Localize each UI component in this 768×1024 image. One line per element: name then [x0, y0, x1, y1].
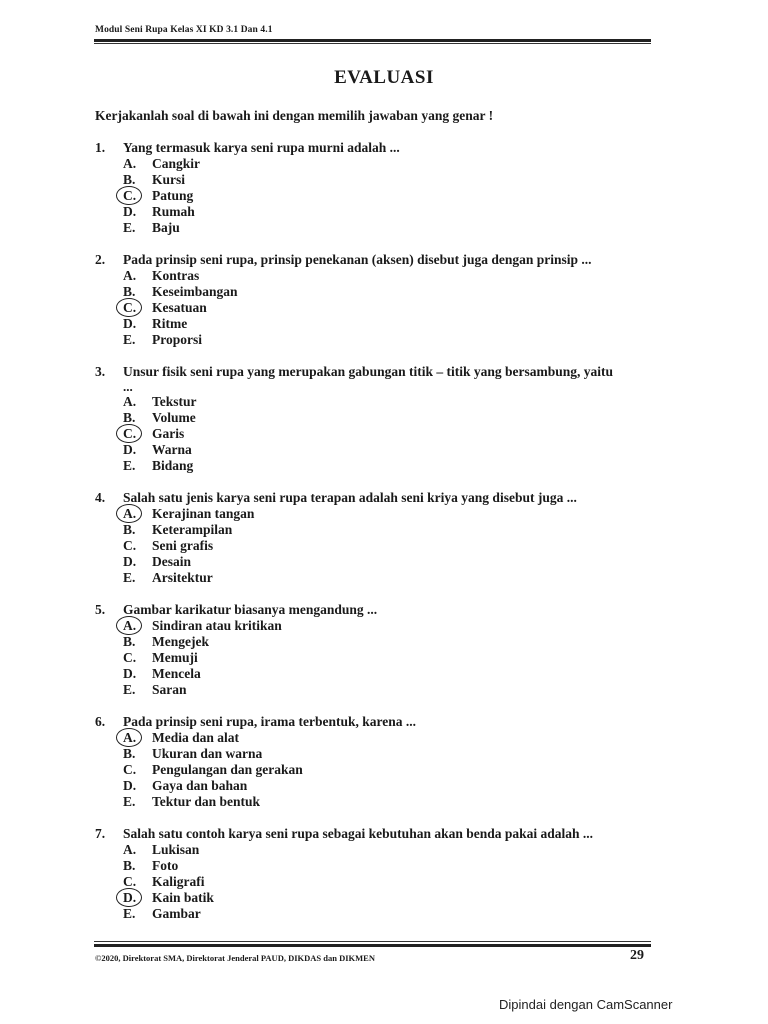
option-letter: [123, 220, 152, 236]
option-text: Tekstur: [152, 394, 197, 409]
answer-option: [123, 332, 655, 348]
answer-option: [123, 730, 655, 746]
answer-option: [123, 682, 655, 698]
option-text: Keterampilan: [152, 522, 233, 537]
option-text: Cangkir: [152, 156, 201, 171]
answer-option: [123, 874, 655, 890]
question-stem: [95, 714, 655, 730]
option-letter: [123, 156, 152, 172]
question-stem: [95, 826, 655, 842]
footer-copyright: ©2020, Direktorat SMA, Direktorat Jenderal PAUD, DIKDAS dan DIKMEN: [95, 953, 375, 963]
answer-option: [123, 554, 655, 570]
answer-option: [123, 172, 655, 188]
question-number: 7.: [95, 826, 106, 841]
answer-option: [123, 890, 655, 906]
option-text: Kursi: [152, 172, 186, 187]
option-text: Baju: [152, 220, 180, 235]
footer-rule-thin: [94, 941, 651, 942]
option-letter-text: E.: [123, 906, 136, 921]
option-letter-text: D.: [123, 554, 137, 569]
answer-option: [123, 442, 655, 458]
question-stem: [95, 490, 655, 506]
option-letter: [123, 442, 152, 458]
option-letter-text: A.: [123, 394, 137, 409]
answer-option: [123, 394, 655, 410]
option-text: Gaya dan bahan: [152, 778, 248, 793]
option-text: Ukuran dan warna: [152, 746, 263, 761]
option-letter: [123, 618, 152, 634]
option-letter: [123, 268, 152, 284]
question-number: 5.: [95, 602, 106, 617]
option-text: Tektur dan bentuk: [152, 794, 261, 809]
answer-option: [123, 762, 655, 778]
option-letter: [123, 316, 152, 332]
running-header: Modul Seni Rupa Kelas XI KD 3.1 Dan 4.1: [95, 25, 273, 35]
answer-option: [123, 666, 655, 682]
option-letter: [123, 650, 152, 666]
option-letter: [123, 906, 152, 922]
option-letter-text: B.: [123, 522, 136, 537]
option-text: Memuji: [152, 650, 198, 665]
answer-option: [123, 458, 655, 474]
option-letter-text: E.: [123, 458, 136, 473]
option-letter: [123, 570, 152, 586]
option-letter: [123, 458, 152, 474]
option-letter: [123, 762, 152, 778]
answer-option: [123, 506, 655, 522]
question-number: 4.: [95, 490, 106, 505]
option-letter-text: D.: [123, 890, 137, 905]
option-letter-text: E.: [123, 570, 136, 585]
header-rule: [94, 39, 651, 42]
question-text: Salah satu jenis karya seni rupa terapan adalah seni kriya yang disebut juga ...: [123, 490, 577, 505]
option-letter-text: E.: [123, 794, 136, 809]
answer-option: [123, 634, 655, 650]
page-number: 29: [630, 948, 644, 963]
scanner-watermark: Dipindai dengan CamScanner: [499, 997, 673, 1012]
answer-option: [123, 618, 655, 634]
option-text: Mencela: [152, 666, 201, 681]
option-letter: [123, 682, 152, 698]
question-stem: [95, 602, 655, 618]
option-text: Kaligrafi: [152, 874, 205, 889]
option-letter-text: C.: [123, 188, 137, 203]
answer-option: [123, 156, 655, 172]
answer-option: [123, 746, 655, 762]
question-stem: [95, 252, 655, 268]
answer-circle-mark: [116, 728, 142, 747]
question-item: [95, 252, 655, 348]
question-stem: [95, 140, 655, 156]
question-list: [95, 140, 655, 938]
answer-circle-mark: [116, 424, 142, 443]
option-letter: [123, 666, 152, 682]
option-letter: [123, 300, 152, 316]
option-text: Volume: [152, 410, 196, 425]
question-item: [95, 490, 655, 586]
option-text: Sindiran atau kritikan: [152, 618, 282, 633]
option-letter: [123, 204, 152, 220]
question-text: Salah satu contoh karya seni rupa sebagai kebutuhan akan benda pakai adalah ...: [123, 826, 594, 841]
option-text: Lukisan: [152, 842, 200, 857]
option-text: Media dan alat: [152, 730, 240, 745]
option-letter: [123, 794, 152, 810]
answer-option: [123, 204, 655, 220]
option-letter-text: D.: [123, 204, 137, 219]
option-letter: [123, 538, 152, 554]
question-item: [95, 602, 655, 698]
question-text: Unsur fisik seni rupa yang merupakan gabungan titik – titik yang bersambung, yaitu: [123, 364, 613, 379]
option-letter: [123, 842, 152, 858]
question-text-continuation: ...: [123, 379, 133, 394]
answer-option: [123, 188, 655, 204]
option-text: Ritme: [152, 316, 188, 331]
option-letter-text: A.: [123, 730, 137, 745]
option-letter-text: A.: [123, 618, 137, 633]
option-letter-text: A.: [123, 506, 137, 521]
answer-option: [123, 300, 655, 316]
option-letter-text: A.: [123, 156, 137, 171]
option-text: Garis: [152, 426, 185, 441]
option-text: Rumah: [152, 204, 195, 219]
option-letter: [123, 506, 152, 522]
option-text: Desain: [152, 554, 192, 569]
question-stem: [95, 364, 655, 380]
answer-option: [123, 268, 655, 284]
option-text: Foto: [152, 858, 179, 873]
option-letter-text: C.: [123, 650, 137, 665]
option-letter: [123, 778, 152, 794]
option-letter: [123, 554, 152, 570]
question-text: Pada prinsip seni rupa, irama terbentuk, karena ...: [123, 714, 417, 729]
answer-option: [123, 858, 655, 874]
option-text: Kontras: [152, 268, 200, 283]
option-letter: [123, 634, 152, 650]
question-text: Gambar karikatur biasanya mengandung ...: [123, 602, 378, 617]
answer-option: [123, 842, 655, 858]
option-letter-text: B.: [123, 410, 136, 425]
answer-option: [123, 426, 655, 442]
option-letter: [123, 332, 152, 348]
option-letter-text: D.: [123, 778, 137, 793]
option-text: Saran: [152, 682, 187, 697]
option-text: Pengulangan dan gerakan: [152, 762, 303, 777]
option-letter-text: E.: [123, 332, 136, 347]
answer-circle-mark: [116, 616, 142, 635]
option-letter-text: D.: [123, 442, 137, 457]
option-text: Gambar: [152, 906, 201, 921]
answer-option: [123, 410, 655, 426]
option-letter-text: B.: [123, 634, 136, 649]
option-letter: [123, 890, 152, 906]
header-rule-thin: [94, 43, 651, 44]
option-letter: [123, 522, 152, 538]
option-text: Warna: [152, 442, 192, 457]
page-title: EVALUASI: [334, 67, 434, 88]
option-letter-text: A.: [123, 842, 137, 857]
question-item: [95, 364, 655, 474]
option-letter-text: A.: [123, 268, 137, 283]
option-letter-text: B.: [123, 746, 136, 761]
option-letter-text: E.: [123, 682, 136, 697]
option-letter-text: B.: [123, 858, 136, 873]
option-text: Keseimbangan: [152, 284, 238, 299]
option-text: Mengejek: [152, 634, 209, 649]
answer-option: [123, 538, 655, 554]
option-text: Seni grafis: [152, 538, 214, 553]
answer-circle-mark: [116, 186, 142, 205]
option-letter-text: C.: [123, 426, 137, 441]
answer-option: [123, 778, 655, 794]
option-text: Kain batik: [152, 890, 214, 905]
question-item: [95, 714, 655, 810]
question-number: 6.: [95, 714, 106, 729]
option-text: Kesatuan: [152, 300, 207, 315]
answer-option: [123, 316, 655, 332]
option-text: Patung: [152, 188, 194, 203]
option-letter: [123, 730, 152, 746]
answer-circle-mark: [116, 298, 142, 317]
option-letter: [123, 394, 152, 410]
question-item: [95, 140, 655, 236]
answer-option: [123, 284, 655, 300]
answer-circle-mark: [116, 504, 142, 523]
option-letter-text: C.: [123, 762, 137, 777]
option-letter: [123, 746, 152, 762]
question-item: [95, 826, 655, 922]
answer-option: [123, 570, 655, 586]
option-letter-text: C.: [123, 300, 137, 315]
option-text: Arsitektur: [152, 570, 213, 585]
question-text: Pada prinsip seni rupa, prinsip penekanan (aksen) disebut juga dengan prinsip ...: [123, 252, 592, 267]
option-letter-text: D.: [123, 316, 137, 331]
option-letter: [123, 188, 152, 204]
answer-circle-mark: [116, 888, 142, 907]
option-letter: [123, 858, 152, 874]
question-number: 2.: [95, 252, 106, 267]
option-letter: [123, 426, 152, 442]
option-text: Proporsi: [152, 332, 202, 347]
instruction-text: Kerjakanlah soal di bawah ini dengan memilih jawaban yang genar !: [95, 108, 494, 123]
question-number: 1.: [95, 140, 106, 155]
option-letter-text: B.: [123, 284, 136, 299]
option-letter-text: B.: [123, 172, 136, 187]
option-text: Bidang: [152, 458, 194, 473]
option-text: Kerajinan tangan: [152, 506, 255, 521]
question-text: Yang termasuk karya seni rupa murni adalah ...: [123, 140, 400, 155]
answer-option: [123, 220, 655, 236]
option-letter-text: D.: [123, 666, 137, 681]
option-letter-text: C.: [123, 538, 137, 553]
answer-option: [123, 650, 655, 666]
question-number: 3.: [95, 364, 106, 379]
answer-option: [123, 522, 655, 538]
answer-option: [123, 794, 655, 810]
option-letter-text: E.: [123, 220, 136, 235]
answer-option: [123, 906, 655, 922]
footer-rule: [94, 944, 651, 947]
option-letter-text: C.: [123, 874, 137, 889]
